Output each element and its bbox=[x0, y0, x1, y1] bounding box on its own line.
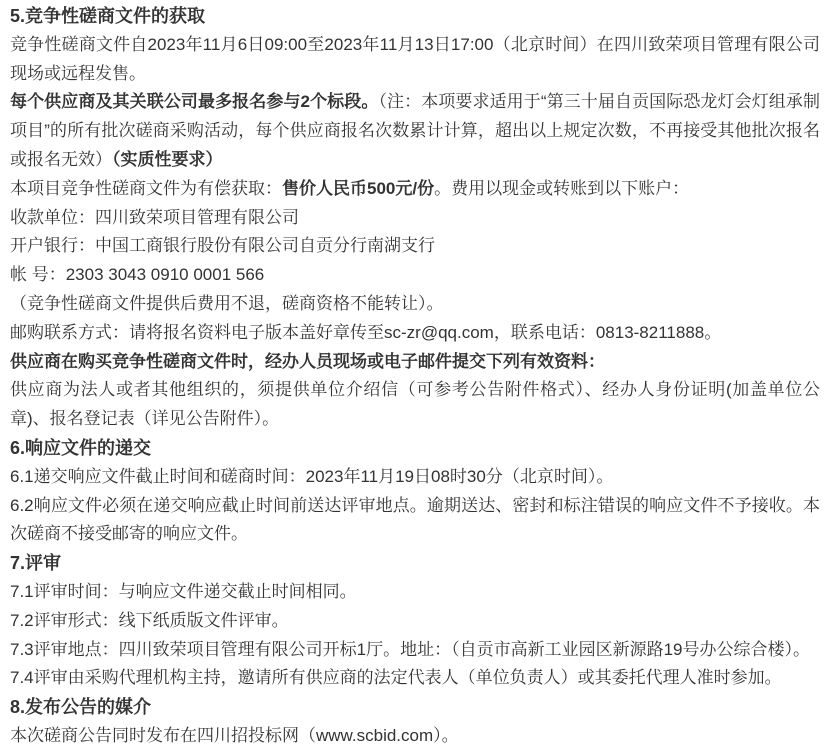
paragraph-fee-nonrefundable: （竞争性磋商文件提供后费用不退，磋商资格不能转让）。 bbox=[10, 293, 444, 313]
registration-limit-note: （注：本项要求适用于“第三十届自贡国际恐龙灯会灯组承制项目”的所有批次磋商采购活动，每个供应商报名次数累计计算，超出以上规定次数，不再接受其他批次报名或报名无效） bbox=[10, 92, 820, 169]
price-intro: 本项目竞争性磋商文件为有偿获取： bbox=[10, 178, 282, 198]
price-value: 售价人民币500元/份 bbox=[282, 178, 435, 198]
paragraph-bank: 开户银行：中国工商银行股份有限公司自贡分行南湖支行 bbox=[10, 236, 435, 256]
registration-limit-rule: 每个供应商及其关联公司最多报名参与2个标段。 bbox=[10, 92, 379, 112]
paragraph-announcement-website: 本次磋商公告同时发布在四川招投标网（www.scbid.com）。 bbox=[10, 725, 459, 745]
paragraph-submission-deadline: 6.1递交响应文件截止时间和磋商时间：2023年11月19日08时30分（北京时间）。 bbox=[10, 466, 614, 486]
paragraph-review-location: 7.3评审地点：四川致荣项目管理有限公司开标1厅。地址：（自贡市高新工业园区新源路19号办公综合楼）。 bbox=[10, 639, 810, 659]
substantive-requirement-label: （实质性要求） bbox=[112, 149, 223, 169]
paragraph-mail-order-contact: 邮购联系方式：请将报名资料电子版本盖好章传至sc-zr@qq.com，联系电话：0813-8211888。 bbox=[10, 322, 722, 342]
heading-announcement-media: 8.发布公告的媒介 bbox=[10, 697, 152, 718]
paragraph-payee: 收款单位：四川致荣项目管理有限公司 bbox=[10, 207, 299, 227]
heading-response-submission: 6.响应文件的递交 bbox=[10, 437, 152, 458]
heading-review: 7.评审 bbox=[10, 553, 62, 574]
paragraph-account-number: 帐 号：2303 3043 0910 0001 566 bbox=[10, 265, 265, 285]
paragraph-review-time: 7.1评审时间：与响应文件递交截止时间相同。 bbox=[10, 581, 357, 601]
paragraph-registration-limit bbox=[10, 88, 820, 174]
paragraph-review-format: 7.2评审形式：线下纸质版文件评审。 bbox=[10, 610, 289, 630]
paragraph-document-price bbox=[10, 175, 820, 204]
paragraph-purchase-materials-detail: 供应商为法人或者其他组织的，须提供单位介绍信（可参考公告附件格式）、经办人身份证明(加盖单位公章)、报名登记表（详见公告附件）。 bbox=[10, 380, 820, 429]
price-payment-method: 。费用以现金或转账到以下账户： bbox=[434, 178, 690, 198]
paragraph-purchase-materials-title: 供应商在购买竞争性磋商文件时，经办人员现场或电子邮件提交下列有效资料： bbox=[10, 351, 605, 371]
paragraph-review-host: 7.4评审由采购代理机构主持，邀请所有供应商的法定代表人（单位负责人）或其委托代理人准时参加。 bbox=[10, 668, 782, 688]
heading-document-acquisition: 5.竞争性磋商文件的获取 bbox=[10, 6, 206, 26]
paragraph-delivery-requirements: 6.2响应文件必须在递交响应截止时间前送达评审地点。逾期送达、密封和标注错误的响应文件不予接收。本次磋商不接受邮寄的响应文件。 bbox=[10, 495, 820, 544]
paragraph-sale-period: 竞争性磋商文件自2023年11月6日09:00至2023年11月13日17:00（北京时间）在四川致荣项目管理有限公司现场或远程发售。 bbox=[10, 34, 820, 83]
